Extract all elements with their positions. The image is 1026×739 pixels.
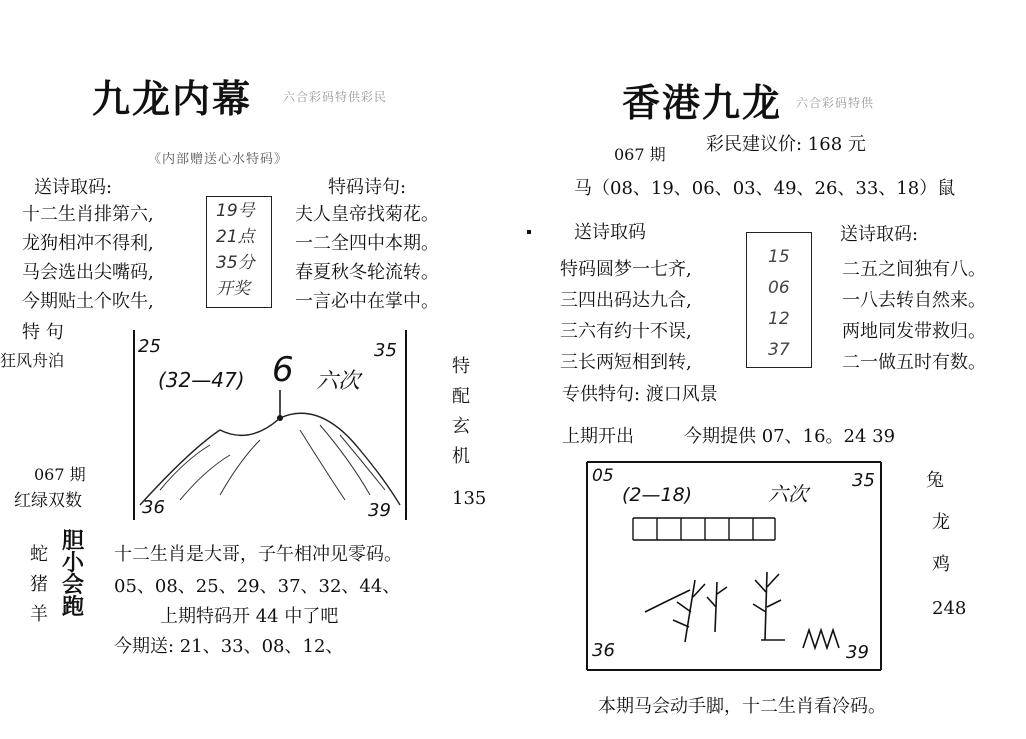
chart-bl: 36 — [142, 497, 165, 518]
draw-time-line: 35分 — [216, 253, 255, 273]
tema-line: 春夏秋冬轮流转。 — [295, 262, 439, 283]
left-sub-heading: 《内部赠送心水特码》 — [148, 152, 289, 167]
side-zodiac-1: 兔 — [926, 470, 944, 491]
box-numbers — [768, 242, 790, 366]
left-poem — [22, 200, 154, 316]
box-number: 12 — [768, 309, 790, 329]
tema-line: 一二全四中本期。 — [295, 233, 439, 254]
coward-char: 胆 — [62, 528, 85, 554]
draw-time-line: 开奖 — [216, 279, 250, 299]
draw-time-line: 21点 — [216, 227, 255, 247]
draw-time — [216, 198, 255, 302]
right-poem-label-left: 送诗取码 — [574, 222, 646, 243]
side-label-char: 机 — [452, 446, 470, 467]
chart-bl: 36 — [592, 640, 615, 661]
chart-tl: 05 — [592, 466, 614, 486]
coward-char: 会 — [62, 572, 85, 598]
ladder — [633, 518, 775, 540]
left-title: 九龙内幕 — [92, 76, 253, 121]
left-sketch-chart — [130, 330, 410, 520]
right-poem-label-right: 送诗取码: — [840, 224, 919, 245]
left-bottom-line1: 十二生肖是大哥，子午相冲见零码。 — [114, 544, 402, 565]
right-footer: 本期马会动手脚，十二生肖看冷码。 — [598, 696, 886, 717]
poem-line: 二五之间独有八。 — [842, 259, 986, 280]
poem-line: 三长两短相到转, — [560, 352, 692, 373]
divider-dot — [527, 230, 531, 234]
poem-line: 三四出码达九合, — [560, 290, 692, 311]
right-poem-right — [842, 254, 986, 378]
poem-line: 马会选出尖嘴码, — [22, 262, 154, 283]
last-open: 上期开出 — [562, 426, 634, 447]
poem-line: 特码圆梦一七齐, — [560, 259, 692, 280]
side-label-char: 玄 — [452, 416, 470, 437]
chart-range: (32—47) — [158, 368, 245, 392]
tema-line: 一言必中在掌中。 — [295, 291, 439, 312]
side-zodiac-2: 龙 — [932, 512, 950, 533]
poem-line: 十二生肖排第六, — [22, 204, 154, 225]
poem-line: 今期贴土个吹牛, — [22, 291, 154, 312]
coward-text — [62, 530, 84, 618]
poem-line: 两地同发带救归。 — [842, 321, 986, 342]
right-title: 香港九龙 — [622, 80, 783, 125]
tema-poem — [295, 200, 439, 316]
left-issue-sub: 红绿双数 — [14, 491, 82, 511]
chart-br: 39 — [846, 642, 869, 663]
special-label: 特 句 — [22, 322, 64, 343]
right-issue: 067 期 — [614, 145, 666, 164]
left-bottom-line2: 05、08、25、29、37、32、44、 — [114, 576, 401, 597]
zodiac-list — [30, 540, 48, 630]
coward-char: 小 — [62, 550, 85, 576]
zodiac-item: 羊 — [30, 604, 48, 625]
poem-line: 二一做五时有数。 — [842, 352, 986, 373]
left-poem-label: 送诗取码: — [34, 177, 113, 198]
box-number: 06 — [768, 278, 790, 298]
side-label — [452, 352, 470, 472]
chart-scribble: 六次 — [316, 369, 361, 394]
right-title-sub: 六合彩码特供 — [796, 96, 875, 110]
chart-tr: 35 — [374, 340, 397, 361]
coward-char: 跑 — [62, 594, 85, 620]
box-number: 15 — [768, 247, 790, 267]
zodiac-item: 猪 — [30, 574, 48, 595]
left-bottom-line4: 今期送: 21、33、08、12、 — [114, 636, 344, 657]
left-issue: 067 期 — [34, 465, 86, 484]
chart-tr: 35 — [852, 470, 875, 491]
chart-scribble: 六次 — [768, 482, 808, 506]
side-number: 135 — [452, 488, 487, 509]
left-bottom-line3: 上期特码开 44 中了吧 — [160, 606, 339, 627]
right-special: 专供特句: 渡口风景 — [562, 384, 718, 405]
chart-number: 6 — [272, 350, 294, 390]
price: 彩民建议价: 168 元 — [706, 134, 866, 155]
poem-line: 龙狗相冲不得利, — [22, 233, 154, 254]
side-label-char: 特 — [452, 356, 470, 377]
this-issue: 今期提供 07、16。24 39 — [684, 426, 896, 447]
poem-line: 一八去转自然来。 — [842, 290, 986, 311]
zodiac-item: 蛇 — [30, 544, 48, 565]
zodiac-line: 马（08、19、06、03、49、26、33、18）鼠 — [574, 178, 956, 199]
side-zodiac-3: 鸡 — [932, 554, 950, 575]
chart-tl: 25 — [138, 336, 161, 357]
side-label-char: 配 — [452, 386, 470, 407]
special-phrase: 狂风舟泊 — [0, 351, 65, 370]
tema-line: 夫人皇帝找菊花。 — [295, 204, 439, 225]
plants — [645, 572, 839, 648]
mountain-outline — [140, 413, 400, 505]
chart-range: (2—18) — [622, 484, 693, 506]
poem-line: 三六有约十不误, — [560, 321, 692, 342]
mountain-hatching — [160, 425, 385, 500]
left-title-sub: 六合彩码特供彩民 — [283, 90, 388, 104]
right-poem-left — [560, 254, 692, 378]
box-number: 37 — [768, 340, 790, 360]
tema-label: 特码诗句: — [328, 177, 407, 198]
chart-br: 39 — [368, 500, 391, 521]
draw-time-line: 19号 — [216, 201, 255, 221]
right-side-number: 248 — [932, 598, 967, 619]
